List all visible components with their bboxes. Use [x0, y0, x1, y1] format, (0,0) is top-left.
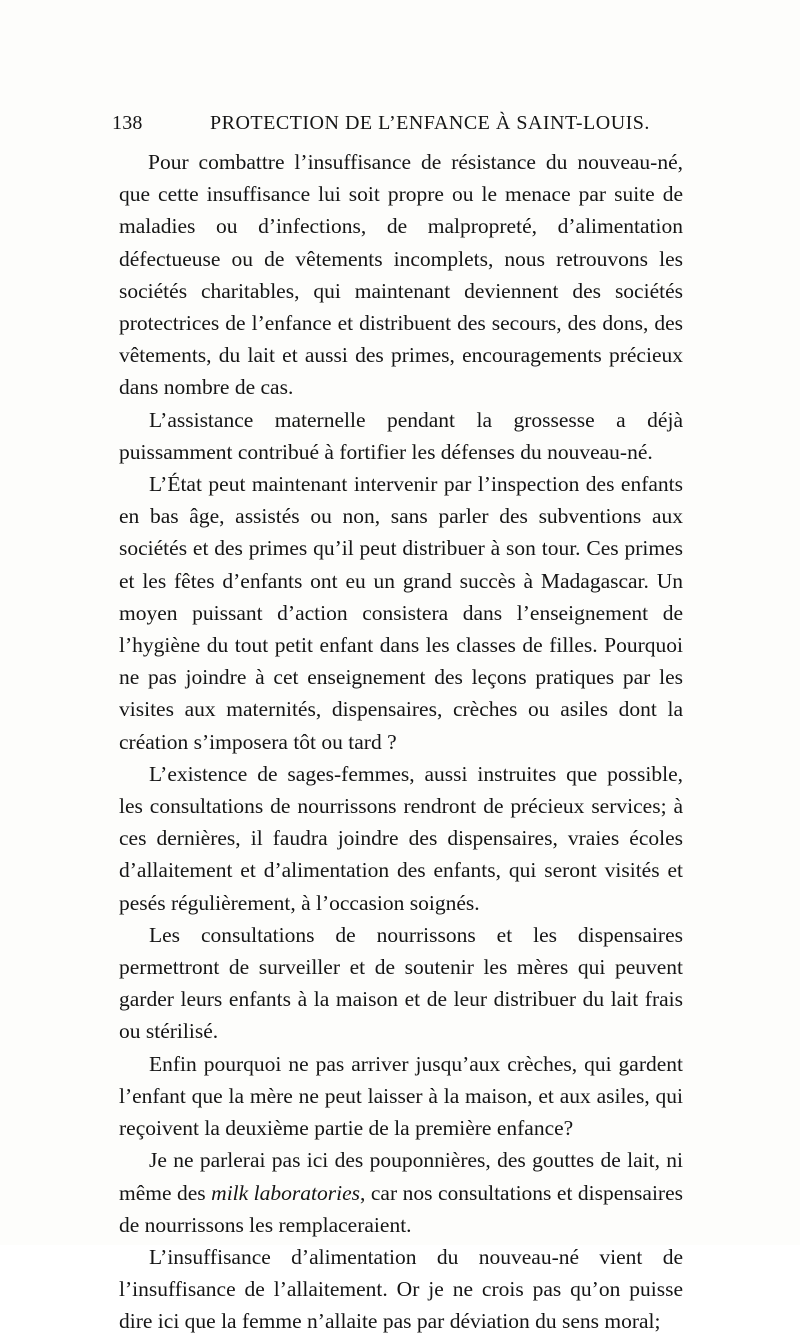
page-number: 138: [112, 112, 143, 134]
body-text: [119, 146, 683, 1338]
page-header: [112, 112, 682, 142]
paragraph-2: L’assistance maternelle pendant la grossesse a déjà puissamment contribué à fortifier les défenses du nouveau-né.: [119, 407, 683, 464]
paragraph-7: [119, 1144, 683, 1241]
paragraph-8: L’insuffisance d’alimentation du nouveau-né vient de l’insuffisance de l’allaitement. Or je ne crois pas qu’on puisse dire ici que la femme n’allaite pas par déviation du sens moral;: [119, 1244, 683, 1334]
milk-laboratories-italic: milk laboratories: [211, 1180, 360, 1205]
running-title: PROTECTION DE L’ENFANCE À SAINT-LOUIS.: [210, 112, 650, 134]
paragraph-7-text-before: Je ne parlerai pas ici des pouponnières, des gouttes de lait, ni même des: [119, 1148, 683, 1205]
paragraph-6: Enfin pourquoi ne pas arriver jusqu’aux crèches, qui gardent l’enfant que la mère ne peut laisser à la maison, et aux asiles, qui reçoivent la deuxième partie de la première enfance?: [119, 1051, 683, 1141]
paragraph-7-text-after: , car nos consultations et dispensaires de nourrissons les remplaceraient.: [119, 1180, 683, 1237]
paragraph-4: L’existence de sages-femmes, aussi instruites que possible, les consultations de nourrissons rendront de précieux services; à ces dernières, il faudra joindre des dispensaires, vraies écoles d’allaitement et d’alimentation des enfants, qui seront visités et pesés régulièrement, à l’occasion soignés.: [119, 761, 683, 915]
paragraph-5: Les consultations de nourrissons et les dispensaires permettront de surveiller et de soutenir les mères qui peuvent garder leurs enfants à la maison et de leur distribuer du lait frais ou stérilisé.: [119, 922, 683, 1044]
paragraph-1: Pour combattre l’insuffisance de résistance du nouveau-né, que cette insuffisance lui soit propre ou le menace par suite de maladies ou d’infections, de malpropreté, d’alimentation défectueuse ou de vêtements incomplets, nous retrouvons les sociétés charitables, qui maintenant deviennent des sociétés protectrices de l’enfance et distribuent des secours, des dons, des vêtements, du lait et aussi des primes, encouragements précieux dans nombre de cas.: [119, 150, 683, 400]
paragraph-3: L’État peut maintenant intervenir par l’inspection des enfants en bas âge, assistés ou non, sans parler des subventions aux sociétés et des primes qu’il peut distribuer à son tour. Ces primes et les fêtes d’enfants ont eu un grand succès à Madagascar. Un moyen puissant d’action consistera dans l’enseignement de l’hygiène du tout petit enfant dans les classes de filles. Pourquoi ne pas joindre à cet enseignement des leçons pratiques par les visites aux maternités, dispensaires, crèches ou asiles dont la création s’imposera tôt ou tard ?: [119, 472, 683, 754]
